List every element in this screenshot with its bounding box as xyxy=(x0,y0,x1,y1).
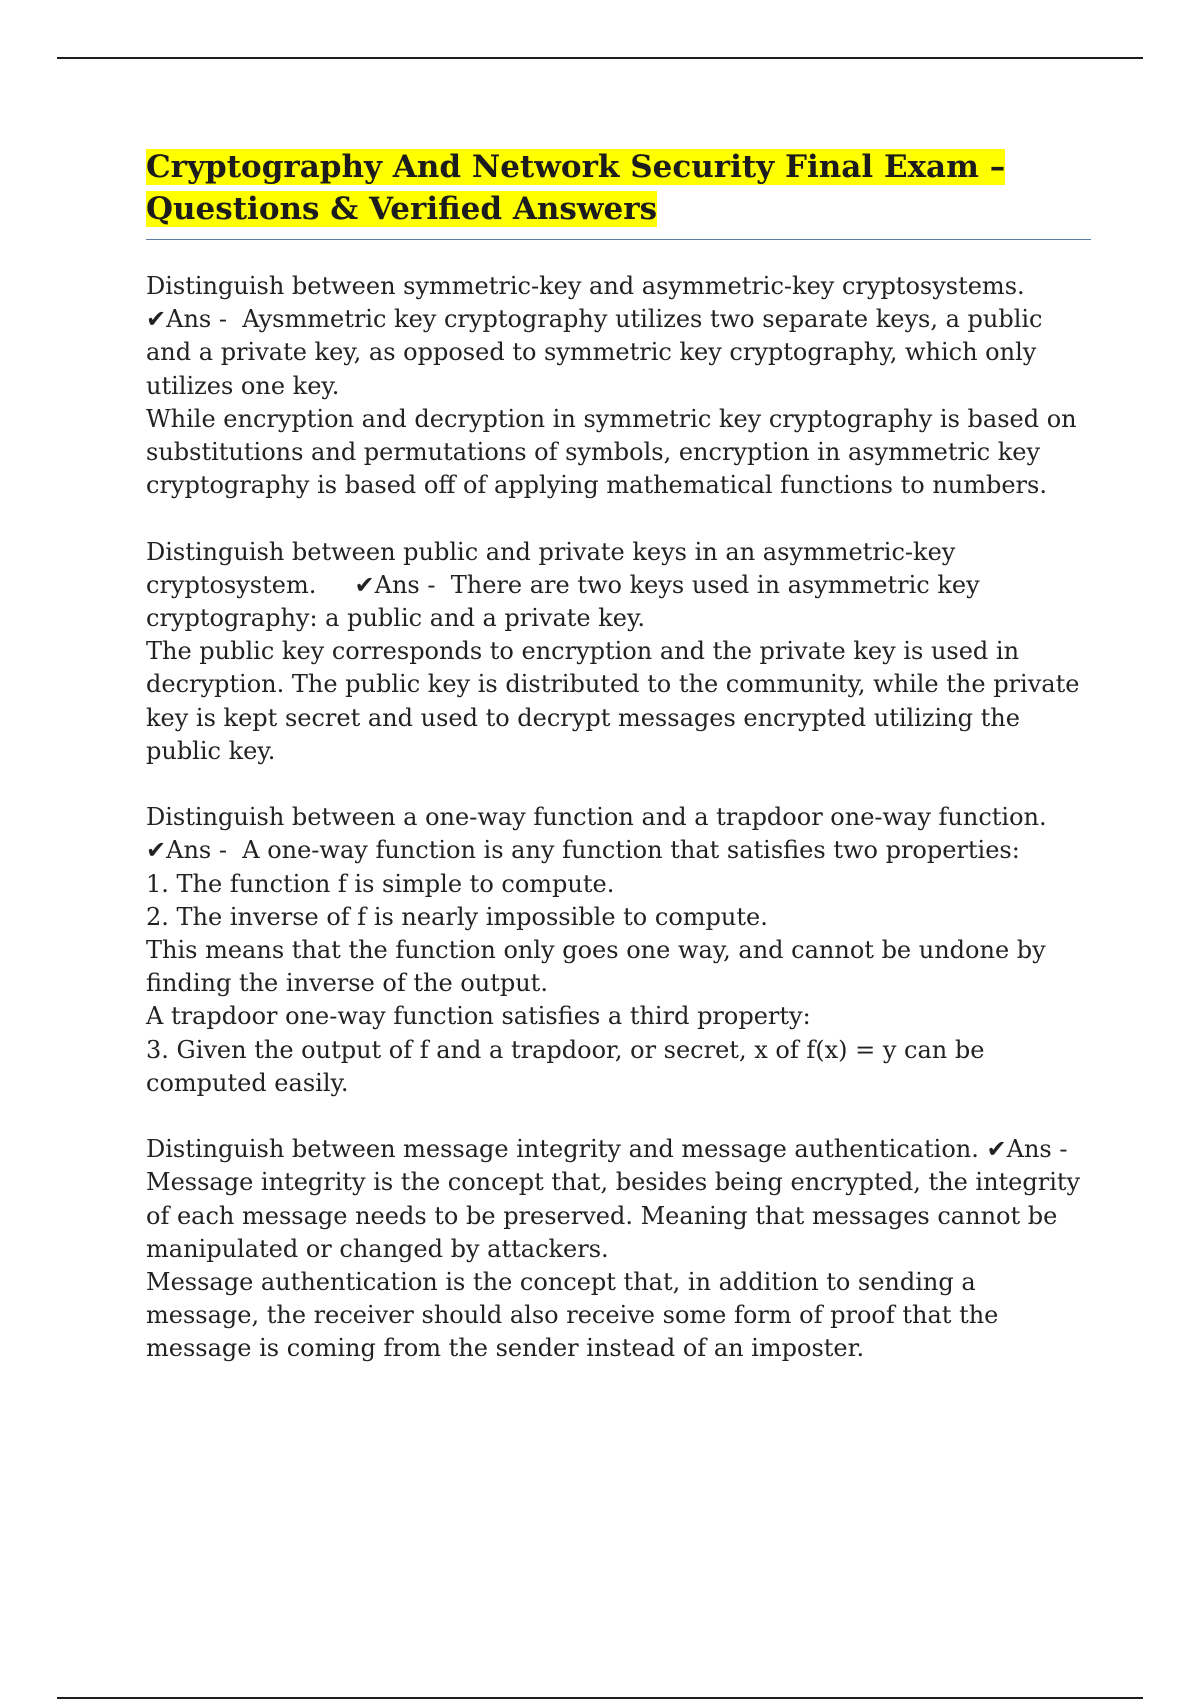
answer-text: There are two keys used in asymmetric key cryptography: a public and a private key. xyxy=(146,570,980,633)
answer-text: Message integrity is the concept that, besides being encrypted, the integrity of each message needs to be preserved. Meaning that messages cannot be manipulated or changed by attackers. xyxy=(146,1168,1081,1263)
answer-text: Message authentication is the concept that, in addition to sending a message, the receiver should also receive some form of proof that the message is coming from the sender instead of an imposter. xyxy=(146,1268,999,1363)
qa-item xyxy=(146,536,1091,768)
answer-marker: ✔Ans - xyxy=(354,570,444,599)
title-line-1: Cryptography And Network Security Final Exam – xyxy=(146,149,1006,185)
answer-text: 3. Given the output of f and a trapdoor, or secret, x of f(x) = y can be computed easily. xyxy=(146,1035,985,1097)
qa-item xyxy=(146,270,1091,502)
question-text: Distinguish between symmetric-key and asymmetric-key cryptosystems. xyxy=(146,272,1025,300)
qa-first-line xyxy=(146,270,1091,403)
answer-marker: ✔Ans - xyxy=(146,836,235,865)
document-body xyxy=(146,146,1091,1399)
qa-first-line xyxy=(146,801,1091,867)
answer-text: A one-way function is any function that satisfies two properties: xyxy=(242,836,1020,865)
title-underline xyxy=(146,239,1091,240)
qa-first-line xyxy=(146,1133,1091,1266)
answer-text: Aysmmetric key cryptography utilizes two separate keys, a public and a private key, as opposed to symmetric key cryptography, which only utilizes one key. xyxy=(146,305,1043,400)
answer-text: 2. The inverse of f is nearly impossible to compute. xyxy=(146,902,768,931)
page-bottom-rule xyxy=(57,1697,1143,1699)
document-title xyxy=(146,146,1091,230)
qa-item xyxy=(146,1133,1091,1365)
qa-item xyxy=(146,801,1091,1100)
question-text: Distinguish between message integrity and message authentication. xyxy=(146,1135,979,1164)
answer-text: While encryption and decryption in symmetric key cryptography is based on substitutions and permutations of symbols, encryption in asymmetric key cryptography is based off of applying mathematical functions to numbers. xyxy=(146,404,1077,500)
qa-first-line xyxy=(146,536,1091,636)
answer-text: This means that the function only goes one way, and cannot be undone by finding the inverse of the output. xyxy=(146,936,1046,998)
answer-text: A trapdoor one-way function satisfies a third property: xyxy=(146,1002,811,1031)
title-line-2: Questions & Verified Answers xyxy=(146,191,658,227)
answer-text: The public key corresponds to encryption and the private key is used in decryption. The public key is distributed to the community, while the private key is kept secret and used to decrypt messages encrypted utilizing the public key. xyxy=(146,637,1080,765)
page-top-rule xyxy=(57,57,1143,59)
question-text: Distinguish between a one-way function and a trapdoor one-way function. xyxy=(146,803,1047,832)
answer-marker: ✔Ans - xyxy=(146,305,235,334)
answer-marker: ✔Ans - xyxy=(986,1135,1076,1164)
question-text: Distinguish between public and private keys in an asymmetric-key cryptosystem. xyxy=(146,537,956,599)
qa-list xyxy=(146,270,1091,1366)
answer-text: 1. The function f is simple to compute. xyxy=(146,869,615,898)
